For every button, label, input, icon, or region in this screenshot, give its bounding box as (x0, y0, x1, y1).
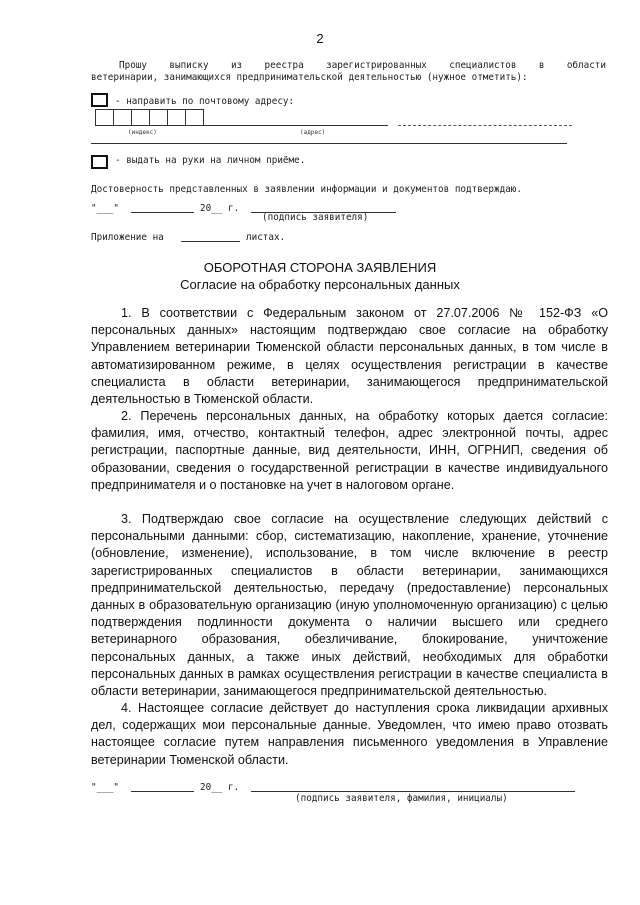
sign2-signature-line[interactable] (251, 791, 575, 792)
request-line-2: ветеринарии, занимающихся предпринимательской деятельностью (нужное отметить): (91, 72, 528, 83)
address-line-continued[interactable] (398, 125, 572, 126)
index-cell[interactable] (113, 109, 132, 126)
mail-checkbox[interactable] (91, 93, 108, 107)
consent-paragraph-2 (91, 408, 608, 494)
index-caption: (индекс) (128, 129, 157, 136)
request-line-1: Прошу выписку из реестра зарегистрированных специалистов в области (119, 60, 606, 71)
attachment-suffix: листах. (246, 232, 286, 243)
sign2-date-line[interactable] (131, 791, 194, 792)
address-line-2[interactable] (91, 143, 567, 144)
page-number: 2 (316, 31, 324, 46)
address-line[interactable] (203, 125, 388, 126)
sign1-year: 20__ г. (200, 203, 240, 214)
certify-statement (91, 184, 522, 195)
reverse-title: ОБОРОТНАЯ СТОРОНА ЗАЯВЛЕНИЯ (203, 260, 437, 275)
hand-delivery-checkbox[interactable] (91, 155, 108, 169)
consent-paragraph-3-text: 3. Подтверждаю свое согласие на осуществление следующих действий с персональными данными: сбор, систематизацию, накопление, хранение, уточнение (обновление, изменение), использование, в том числе включение в реестр зарегистрированных специалистов в области ветеринарии, занимающихся предпринимательской деятельностью, передачу (предоставление) персональных данных в образовательную организацию (иную уполномоченную организацию) с целью подтверждения подлинности документа о наличии высшего или среднего ветеринарного образования, обезличивание, блокирование, уничтожение персональных данных, а также иных действий, необходимых для обработки персональных данных в рамках осуществления регистрации в качестве специалиста в области ветеринарии, занимающегося предпринимательской деятельностью. (91, 512, 608, 699)
sign2-year: 20__ г. (200, 782, 240, 793)
attachment-prefix: Приложение на (91, 232, 164, 243)
reverse-subtitle: Согласие на обработку персональных данных (180, 277, 460, 292)
mail-option-label: - направить по почтовому адресу: (115, 96, 295, 107)
sign1-date-line[interactable] (131, 212, 194, 213)
consent-paragraph-1 (91, 305, 608, 408)
index-cell[interactable] (95, 109, 114, 126)
index-cell[interactable] (167, 109, 186, 126)
index-cell[interactable] (185, 109, 204, 126)
sign1-caption: (подпись заявителя) (262, 212, 369, 223)
consent-paragraph-1-text: 1. В соответствии с Федеральным законом от 27.07.2006 № 152-ФЗ «О персональных данных» настоящим подтверждаю свое согласие на обработку Управлением ветеринарии Тюменской области персональных данных, в том числе в автоматизированном режиме, в целях осуществления регистрации в качестве специалиста в области ветеринарии, занимающегося предпринимательской деятельностью в Тюменской области. (91, 306, 608, 407)
consent-paragraph-4-text: 4. Настоящее согласие действует до наступления срока ликвидации архивных дел, содержащих мои персональные данные. Уведомлен, что имею право отозвать настоящее согласие путем направления письменного уведомления в Управление ветеринарии Тюменской области. (91, 701, 608, 767)
certify-text: Достоверность представленных в заявлении информации и документов подтверждаю. (91, 184, 522, 195)
consent-paragraph-2-text: 2. Перечень персональных данных, на обработку которых дается согласие: фамилия, имя, отчество, контактный телефон, адрес электронной почты, адрес регистрации, паспортные данные, вид деятельности, ИНН, ОГРНИП, сведения об образовании, сведения о государственной регистрации в качестве индивидуального предпринимателя и о постановке на учет в налоговом органе. (91, 409, 608, 492)
sign2-caption: (подпись заявителя, фамилия, инициалы) (295, 793, 508, 804)
address-caption: (адрес) (300, 129, 326, 136)
sign2-date-prefix: "___" (91, 782, 119, 793)
sign1-date-prefix: "___" (91, 203, 119, 214)
index-cell[interactable] (149, 109, 168, 126)
hand-option-label: - выдать на руки на личном приёме. (115, 155, 306, 166)
attachment-pages-line[interactable] (181, 241, 240, 242)
consent-paragraph-4 (91, 700, 608, 769)
consent-paragraph-3 (91, 511, 608, 700)
index-cell[interactable] (131, 109, 150, 126)
